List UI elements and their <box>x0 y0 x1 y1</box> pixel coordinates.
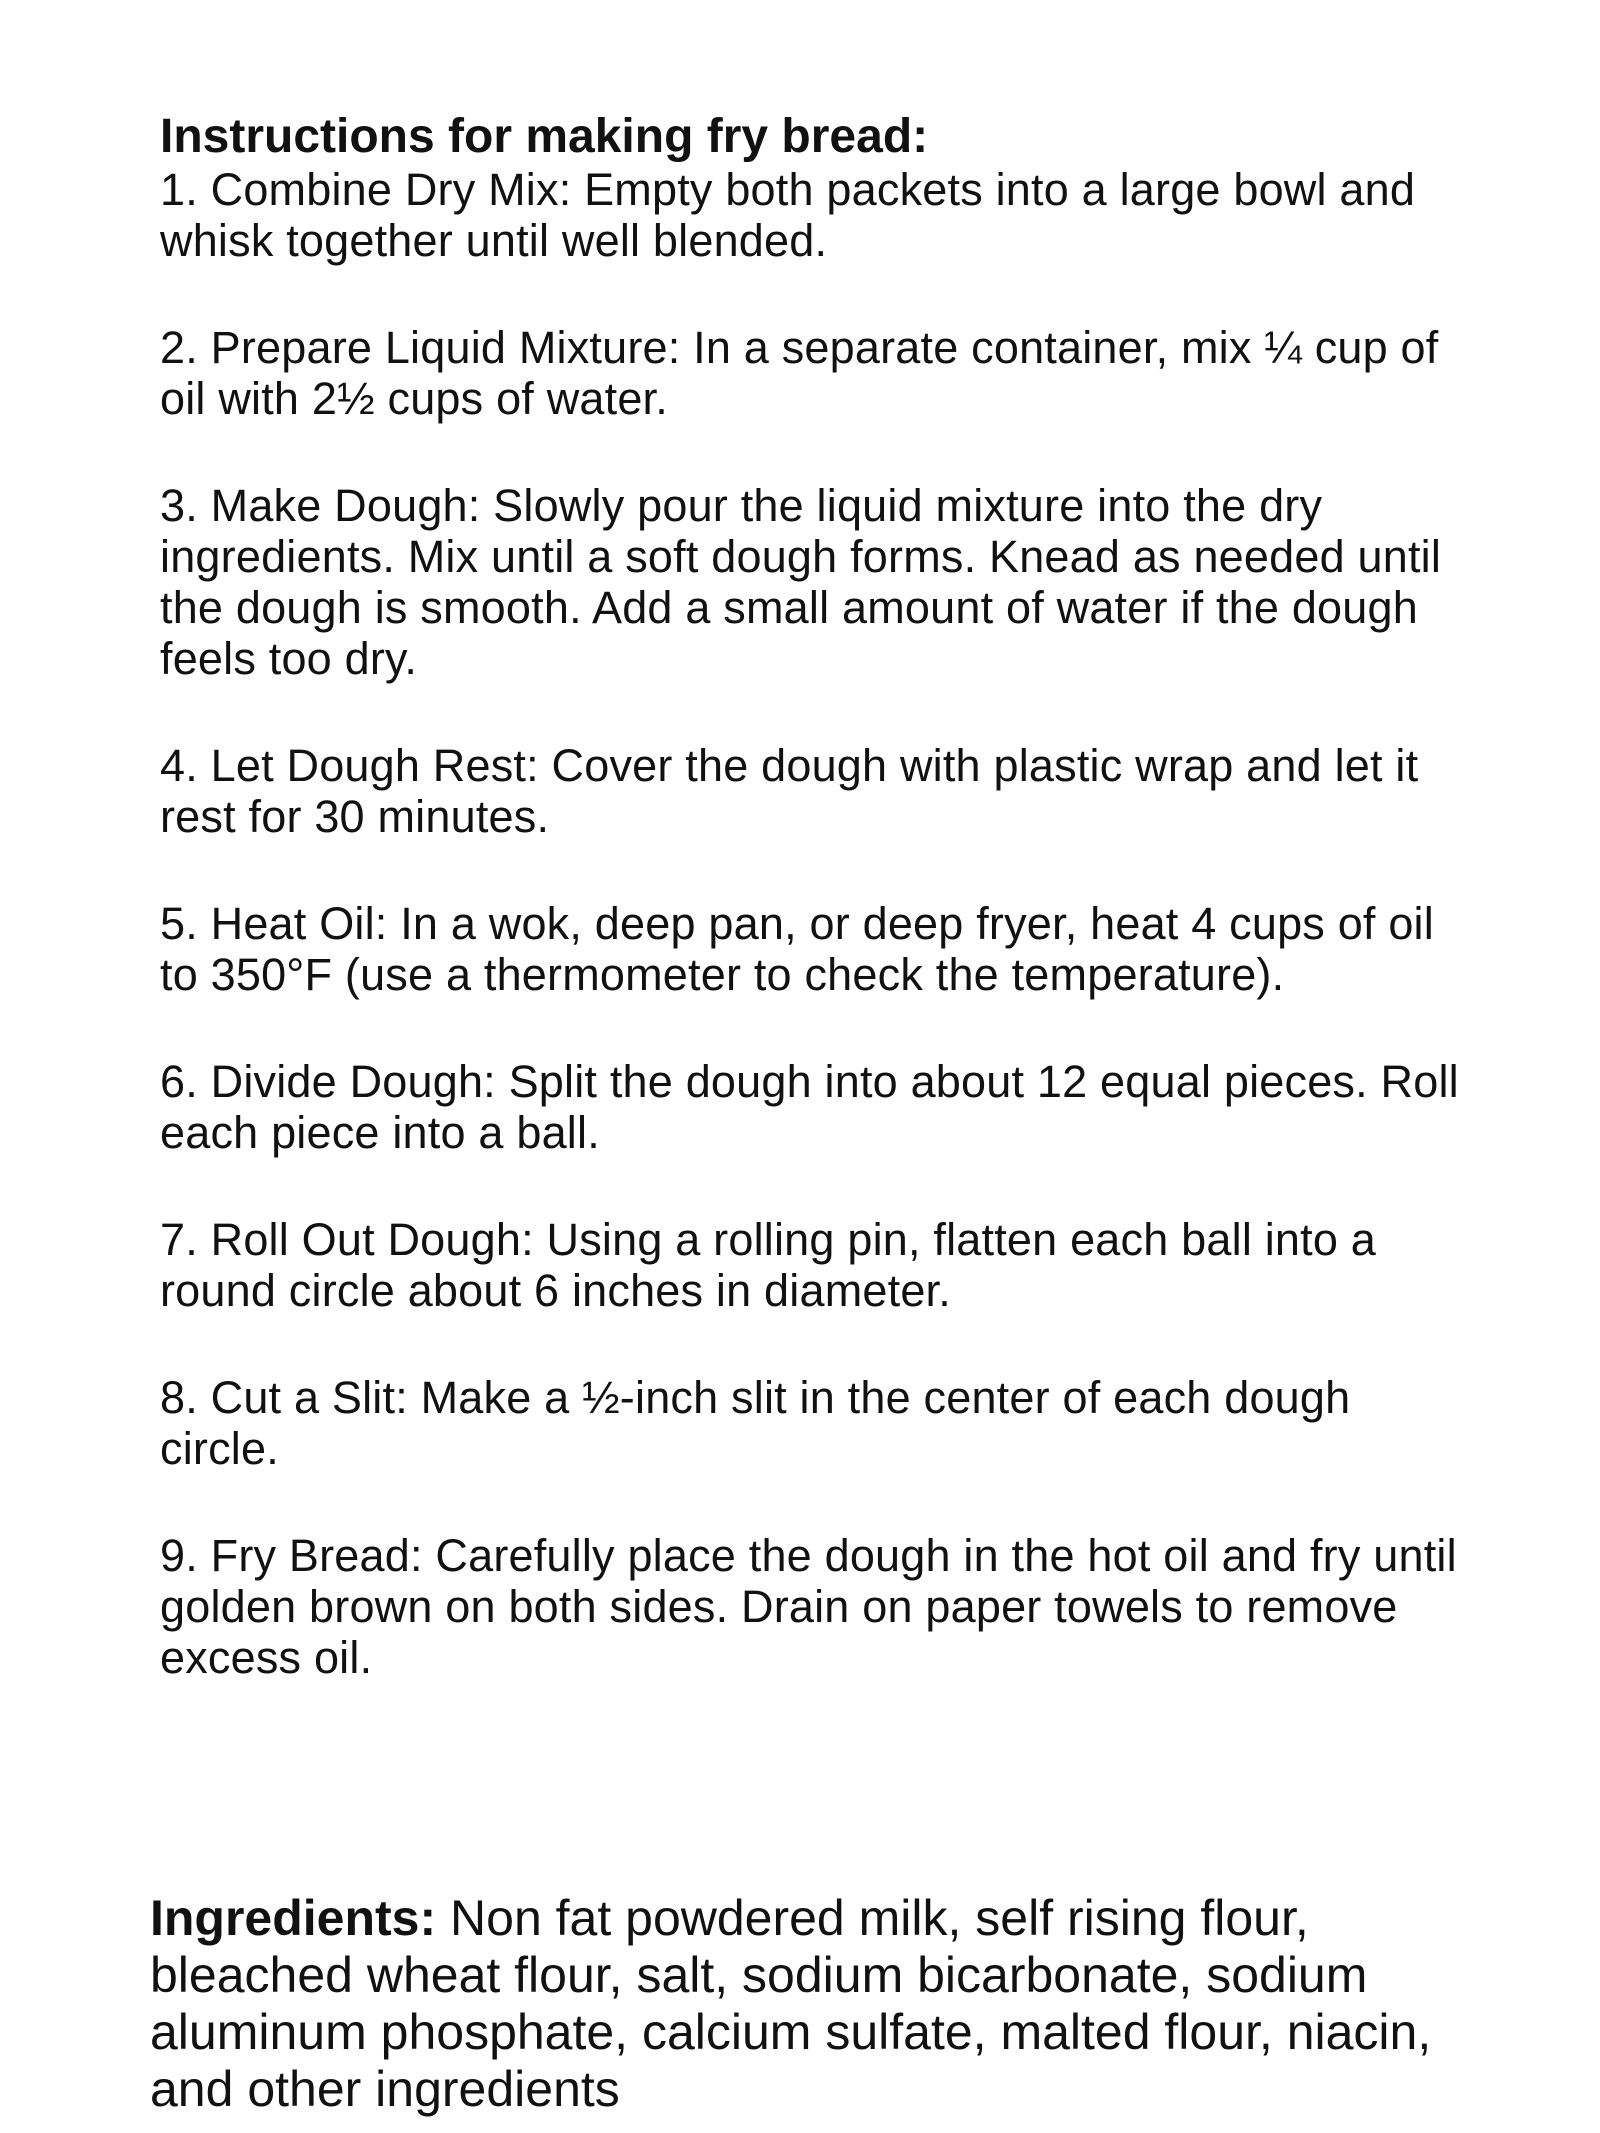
ingredients-text: Non fat powdered milk, self rising flour, bleached wheat flour, salt, sodium bicarbonate, sodium aluminum phosphate, calcium sulfate, malted flour, niacin, and other ingredients <box>150 1890 1432 2117</box>
step-7: 7. Roll Out Dough: Using a rolling pin, flatten each ball into a round circle about 6 inches in diameter. <box>160 1214 1377 1316</box>
step-4: 4. Let Dough Rest: Cover the dough with plastic wrap and let it rest for 30 minutes. <box>160 740 1419 842</box>
step-5: 5. Heat Oil: In a wok, deep pan, or deep fryer, heat 4 cups of oil to 350°F (use a thermometer to check the temperature). <box>160 898 1434 1000</box>
step-8: 8. Cut a Slit: Make a ½-inch slit in the center of each dough circle. <box>160 1372 1351 1474</box>
step-2: 2. Prepare Liquid Mixture: In a separate container, mix ¼ cup of oil with 2½ cups of water. <box>160 322 1439 424</box>
step-9: 9. Fry Bread: Carefully place the dough in the hot oil and fry until golden brown on both sides. Drain on paper towels to remove excess oil. <box>160 1530 1457 1683</box>
step-6: 6. Divide Dough: Split the dough into about 12 equal pieces. Roll each piece into a ball. <box>160 1056 1459 1158</box>
ingredients-section <box>150 1890 1450 2118</box>
step-3: 3. Make Dough: Slowly pour the liquid mixture into the dry ingredients. Mix until a soft dough forms. Knead as needed until the dough is smooth. Add a small amount of water if the dough feels too dry. <box>160 480 1442 684</box>
instructions-steps-list <box>160 164 1470 1683</box>
instructions-section <box>160 110 1470 1739</box>
instructions-title: Instructions for making fry bread: <box>160 110 929 163</box>
ingredients-label: Ingredients: <box>150 1890 437 1946</box>
step-1: 1. Combine Dry Mix: Empty both packets into a large bowl and whisk together until well blended. <box>160 164 1416 266</box>
